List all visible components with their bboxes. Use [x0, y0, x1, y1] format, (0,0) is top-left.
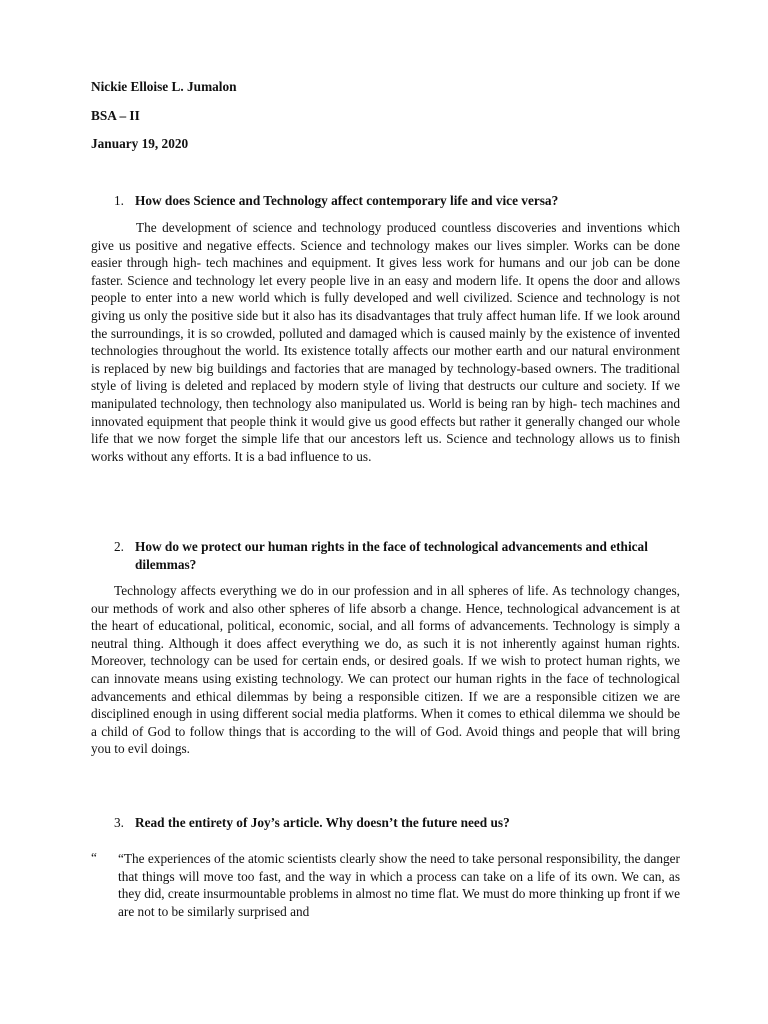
question-3 — [114, 814, 680, 832]
answer-2-text: Technology affects everything we do in our profession and in all spheres of life. As technology changes, our methods of work and also other spheres of life absorb a change. Hence, technological advancement is at the heart of educational, political, economic, social, and all forms of advancements. Technology is simply a neutral thing. Although it does affect everything we do, as such it is not inherently against human rights. Moreover, technology can be used for certain ends, or desired goals. If we wish to protect human rights, we can innovate means using existing technology. We can protect our human rights in the face of technological advancements and ethical dilemmas by being a responsible citizen. If we are a responsible citizen we are disciplined enough in using different social media platforms. When it comes to ethical dilemma we should be a child of God to follow things that is according to the will of God. Avoid things and people that will bring you to evil doings. — [91, 583, 680, 757]
answer-1 — [91, 219, 680, 465]
question-1-text: How does Science and Technology affect contemporary life and vice versa? — [135, 193, 559, 208]
course-year: BSA – II — [91, 108, 140, 123]
question-3-text: Read the entirety of Joy’s article. Why doesn’t the future need us? — [135, 815, 510, 830]
answer-1-text: The development of science and technology produced countless discoveries and inventions which give us positive and negative effects. Science and technology makes our lives simpler. Works can be done easier through high- tech machines and equipment. It gives less work for humans and our job can be done faster. Science and technology let every people live in an easy and modern life. It opens the door and allows people to enter into a new world which is fully developed and well civilized. Science and technology is not giving us only the positive side but it also has its disadvantages that truly affect human life. If we look around the surroundings, it is so crowded, polluted and damaged which is caused mainly by the existence of invented technologies throughout the world. Its existence totally affects our mother earth and our natural environment is replaced by new big buildings and factories that are managed by technology-based owners. The traditional style of living is deleted and replaced by modern style of living that destructs our culture and society. If we manipulated technology, then technology also manipulated us. World is being ran by high- tech machines and innovated equipment that people think it would give us good effects but rather it generally changed our whole life that we now forget the simple life that our ancestors left us. Science and technology allows us to finish works without any efforts. It is a bad influence to us. — [91, 220, 680, 464]
question-1-number: 1. — [114, 193, 124, 208]
quote-mark: “ — [91, 850, 97, 865]
document-date: January 19, 2020 — [91, 136, 189, 151]
answer-2 — [91, 582, 680, 758]
author-name: Nickie Elloise L. Jumalon — [91, 79, 237, 94]
answer-3-quote: “The experiences of the atomic scientists clearly show the need to take personal responsibility, the danger that things will move too fast, and the way in which a process can take on a life of its own. We can, as they did, create insurmountable problems in almost no time flat. We must do more thinking up front if we are not to be similarly surprised and — [118, 851, 680, 919]
question-2-number: 2. — [114, 539, 124, 554]
question-1 — [114, 192, 680, 210]
question-2-text: How do we protect our human rights in the face of technological advancements and ethical dilemmas? — [135, 539, 648, 572]
question-3-number: 3. — [114, 815, 124, 830]
question-2 — [114, 538, 680, 573]
